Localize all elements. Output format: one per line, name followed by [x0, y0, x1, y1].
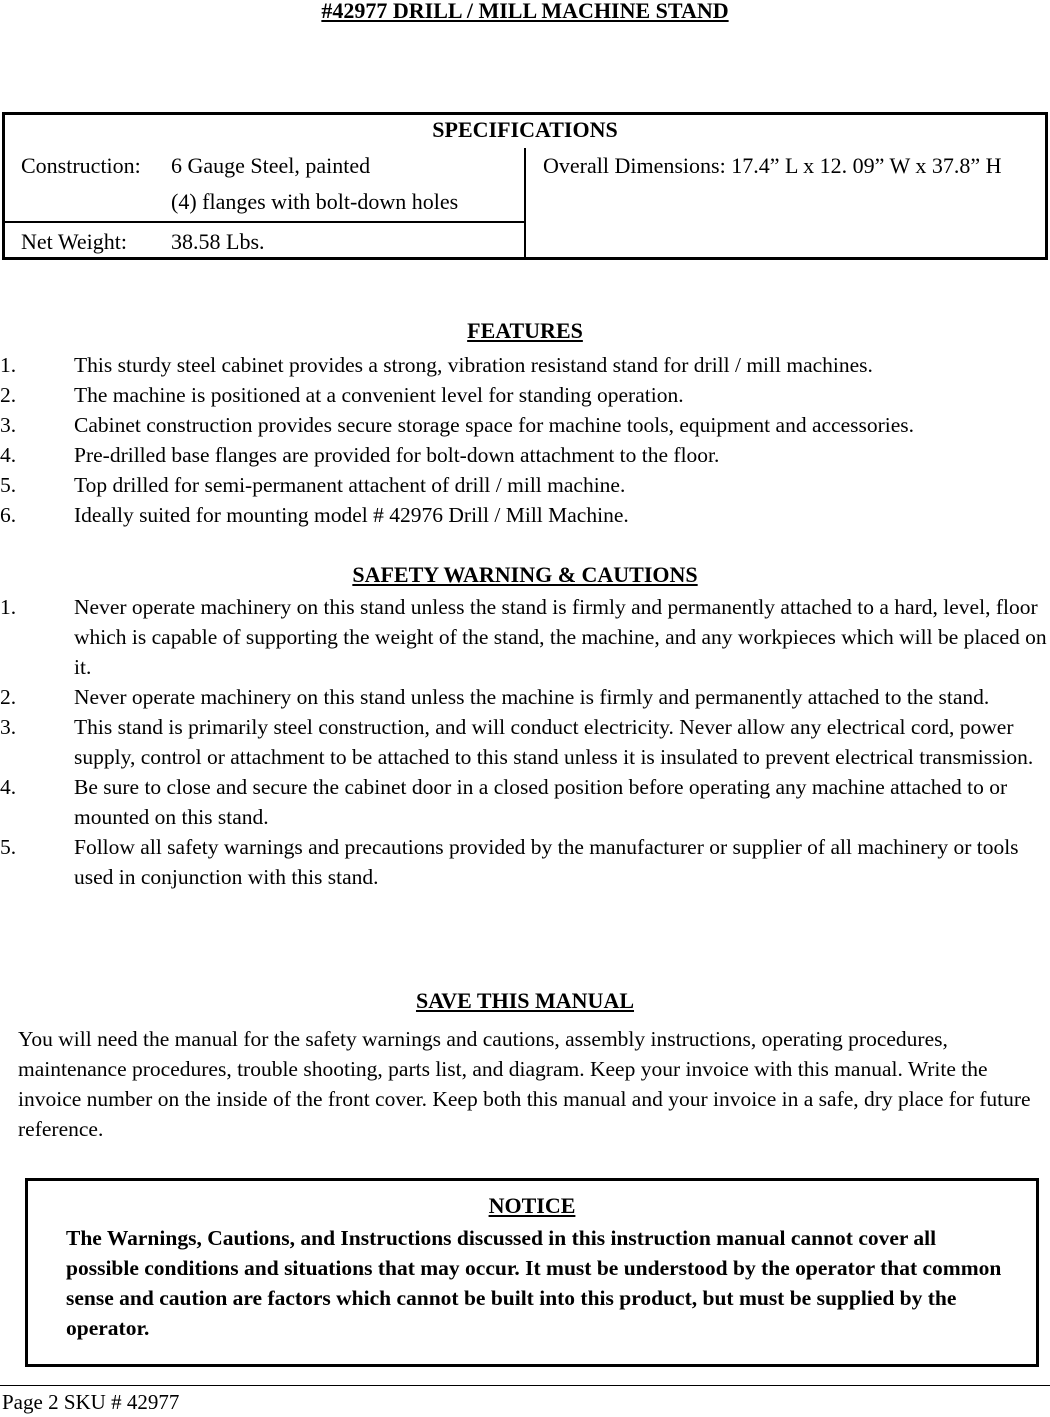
- weight-label: Net Weight:: [21, 229, 127, 254]
- safety-list: [0, 592, 1050, 892]
- weight-value: 38.58 Lbs.: [171, 229, 265, 254]
- page-footer: Page 2 SKU # 42977: [2, 1390, 180, 1414]
- list-item: 2. Never operate machinery on this stand unless the machine is firmly and permanently attached to the stand.: [0, 685, 990, 709]
- dimensions-value: Overall Dimensions: 17.4” L x 12. 09” W x 37.8” H: [543, 153, 1002, 178]
- list-item: 3. Cabinet construction provides secure storage space for machine tools, equipment and accessories.: [0, 413, 915, 437]
- list-item: 6. Ideally suited for mounting model # 42976 Drill / Mill Machine.: [0, 503, 629, 527]
- list-item: 5. Top drilled for semi-permanent attachent of drill / mill machine.: [0, 473, 626, 497]
- features-heading: FEATURES: [467, 318, 583, 343]
- list-item: 1. Never operate machinery on this stand unless the stand is firmly and permanently attached to a hard, level, floor which is capable of supporting the weight of the stand, the machine, and any workpieces which will be placed on it.: [0, 595, 1047, 679]
- list-item: 3. This stand is primarily steel construction, and will conduct electricity. Never allow any electrical cord, power supply, control or attachment to be attached to this stand unless it is insulated to prevent electrical transmission.: [0, 715, 1034, 769]
- specifications-heading: SPECIFICATIONS: [432, 117, 618, 142]
- spec-divider-horizontal: [5, 221, 526, 223]
- construction-value-1: 6 Gauge Steel, painted: [171, 153, 371, 178]
- construction-label: Construction:: [21, 153, 141, 178]
- save-manual-heading: SAVE THIS MANUAL: [415, 988, 635, 1013]
- construction-value-2: (4) flanges with bolt-down holes: [171, 189, 459, 214]
- features-list: [0, 350, 1050, 530]
- list-item: 4. Pre-drilled base flanges are provided for bolt-down attachment to the floor.: [0, 443, 720, 467]
- list-item: 2. The machine is positioned at a convenient level for standing operation.: [0, 383, 684, 407]
- save-manual-text: You will need the manual for the safety warnings and cautions, assembly instructions, operating procedures, maintenance procedures, trouble shooting, parts list, and diagram. Keep your invoice with this manual. Write the invoice number on the inside of the front cover. Keep both this manual and your invoice in a safe, dry place for future reference.: [18, 1027, 1031, 1141]
- notice-box: [25, 1178, 1039, 1367]
- list-item: 1. This sturdy steel cabinet provides a strong, vibration resistand stand for drill / mill machines.: [0, 353, 873, 377]
- list-item: 5. Follow all safety warnings and precautions provided by the manufacturer or supplier of all machinery or tools used in conjunction with this stand.: [0, 835, 1019, 889]
- safety-heading: SAFETY WARNING & CAUTIONS: [352, 562, 698, 587]
- notice-heading: NOTICE: [488, 1193, 576, 1218]
- notice-text: The Warnings, Cautions, and Instructions discussed in this instruction manual cannot cover all possible conditions and situations that may occur. It must be understood by the operator that common sense and caution are factors which cannot be built into this product, but must be supplied by the operator.: [66, 1226, 1002, 1340]
- footer-divider: [0, 1385, 1050, 1386]
- spec-divider-vertical: [524, 148, 526, 257]
- specifications-table: [2, 112, 1048, 260]
- page-title: #42977 DRILL / MILL MACHINE STAND: [321, 0, 729, 23]
- list-item: 4. Be sure to close and secure the cabinet door in a closed position before operating any machine attached to or mounted on this stand.: [0, 775, 1008, 829]
